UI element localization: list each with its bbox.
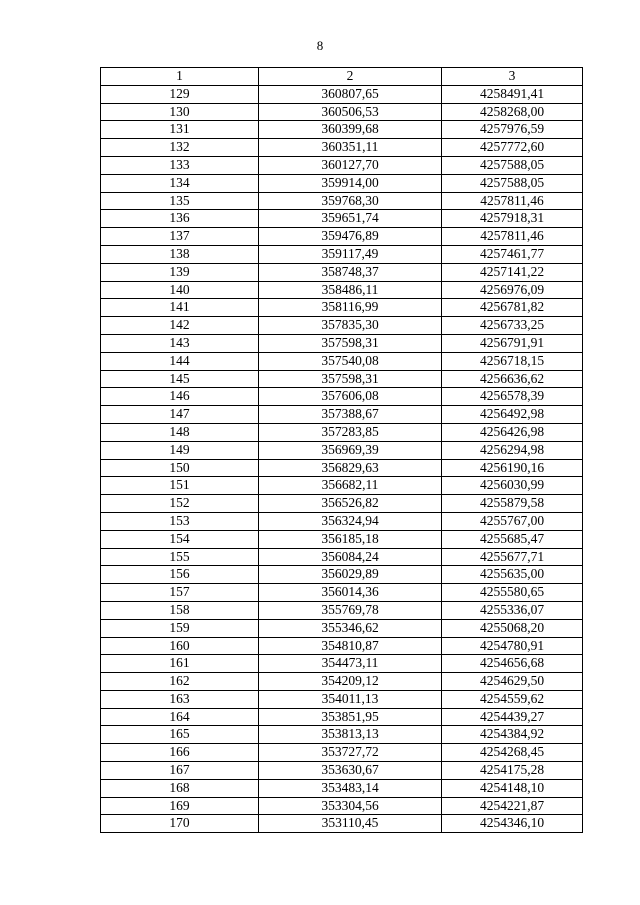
- table-row: [101, 744, 583, 762]
- table-row: [101, 548, 583, 566]
- table-row: [101, 299, 583, 317]
- x-coordinate-cell: 360127,70: [259, 156, 442, 174]
- table-row: [101, 530, 583, 548]
- x-coordinate-cell: 359914,00: [259, 174, 442, 192]
- point-number-cell: 136: [101, 210, 259, 228]
- point-number-cell: 135: [101, 192, 259, 210]
- column-header-2: 2: [259, 68, 442, 86]
- point-number-cell: 155: [101, 548, 259, 566]
- table-row: [101, 192, 583, 210]
- point-number-cell: 157: [101, 584, 259, 602]
- y-coordinate-cell: 4256733,25: [442, 317, 583, 335]
- y-coordinate-cell: 4255580,65: [442, 584, 583, 602]
- point-number-cell: 158: [101, 601, 259, 619]
- point-number-cell: 130: [101, 103, 259, 121]
- x-coordinate-cell: 356682,11: [259, 477, 442, 495]
- x-coordinate-cell: 356324,94: [259, 512, 442, 530]
- point-number-cell: 131: [101, 121, 259, 139]
- x-coordinate-cell: 359117,49: [259, 245, 442, 263]
- point-number-cell: 138: [101, 245, 259, 263]
- point-number-cell: 144: [101, 352, 259, 370]
- table-row: [101, 708, 583, 726]
- point-number-cell: 154: [101, 530, 259, 548]
- table-row: [101, 334, 583, 352]
- y-coordinate-cell: 4255685,47: [442, 530, 583, 548]
- y-coordinate-cell: 4256030,99: [442, 477, 583, 495]
- y-coordinate-cell: 4254148,10: [442, 779, 583, 797]
- table-row: [101, 388, 583, 406]
- x-coordinate-cell: 355346,62: [259, 619, 442, 637]
- y-coordinate-cell: 4256636,62: [442, 370, 583, 388]
- point-number-cell: 167: [101, 762, 259, 780]
- y-coordinate-cell: 4256190,16: [442, 459, 583, 477]
- point-number-cell: 149: [101, 441, 259, 459]
- table-row: [101, 459, 583, 477]
- table-row: [101, 655, 583, 673]
- point-number-cell: 137: [101, 228, 259, 246]
- point-number-cell: 141: [101, 299, 259, 317]
- point-number-cell: 132: [101, 139, 259, 157]
- y-coordinate-cell: 4254384,92: [442, 726, 583, 744]
- point-number-cell: 166: [101, 744, 259, 762]
- x-coordinate-cell: 356029,89: [259, 566, 442, 584]
- table-row: [101, 228, 583, 246]
- point-number-cell: 150: [101, 459, 259, 477]
- coordinates-table: [100, 67, 583, 833]
- table-row: [101, 281, 583, 299]
- table-row: [101, 512, 583, 530]
- x-coordinate-cell: 358748,37: [259, 263, 442, 281]
- y-coordinate-cell: 4257461,77: [442, 245, 583, 263]
- point-number-cell: 140: [101, 281, 259, 299]
- point-number-cell: 156: [101, 566, 259, 584]
- table-row: [101, 85, 583, 103]
- point-number-cell: 151: [101, 477, 259, 495]
- page-number: 8: [316, 38, 324, 53]
- table-row: [101, 156, 583, 174]
- y-coordinate-cell: 4256791,91: [442, 334, 583, 352]
- x-coordinate-cell: 357598,31: [259, 334, 442, 352]
- point-number-cell: 153: [101, 512, 259, 530]
- table-row: [101, 762, 583, 780]
- x-coordinate-cell: 359476,89: [259, 228, 442, 246]
- x-coordinate-cell: 360399,68: [259, 121, 442, 139]
- table-row: [101, 210, 583, 228]
- column-header-3: 3: [442, 68, 583, 86]
- y-coordinate-cell: 4257811,46: [442, 228, 583, 246]
- y-coordinate-cell: 4256578,39: [442, 388, 583, 406]
- point-number-cell: 133: [101, 156, 259, 174]
- point-number-cell: 170: [101, 815, 259, 833]
- table-row: [101, 673, 583, 691]
- table-row: [101, 619, 583, 637]
- y-coordinate-cell: 4255635,00: [442, 566, 583, 584]
- table-row: [101, 317, 583, 335]
- y-coordinate-cell: 4255336,07: [442, 601, 583, 619]
- point-number-cell: 161: [101, 655, 259, 673]
- y-coordinate-cell: 4256492,98: [442, 406, 583, 424]
- y-coordinate-cell: 4254268,45: [442, 744, 583, 762]
- y-coordinate-cell: 4254780,91: [442, 637, 583, 655]
- point-number-cell: 159: [101, 619, 259, 637]
- point-number-cell: 134: [101, 174, 259, 192]
- x-coordinate-cell: 354209,12: [259, 673, 442, 691]
- x-coordinate-cell: 353727,72: [259, 744, 442, 762]
- point-number-cell: 165: [101, 726, 259, 744]
- point-number-cell: 143: [101, 334, 259, 352]
- x-coordinate-cell: 358486,11: [259, 281, 442, 299]
- y-coordinate-cell: 4255879,58: [442, 495, 583, 513]
- point-number-cell: 148: [101, 423, 259, 441]
- x-coordinate-cell: 353483,14: [259, 779, 442, 797]
- table-row: [101, 495, 583, 513]
- point-number-cell: 129: [101, 85, 259, 103]
- table-row: [101, 566, 583, 584]
- y-coordinate-cell: 4258268,00: [442, 103, 583, 121]
- x-coordinate-cell: 354473,11: [259, 655, 442, 673]
- y-coordinate-cell: 4254629,50: [442, 673, 583, 691]
- x-coordinate-cell: 357598,31: [259, 370, 442, 388]
- x-coordinate-cell: 359651,74: [259, 210, 442, 228]
- x-coordinate-cell: 356084,24: [259, 548, 442, 566]
- point-number-cell: 164: [101, 708, 259, 726]
- y-coordinate-cell: 4256426,98: [442, 423, 583, 441]
- point-number-cell: 160: [101, 637, 259, 655]
- x-coordinate-cell: 356829,63: [259, 459, 442, 477]
- y-coordinate-cell: 4257141,22: [442, 263, 583, 281]
- x-coordinate-cell: 353110,45: [259, 815, 442, 833]
- x-coordinate-cell: 360351,11: [259, 139, 442, 157]
- table-row: [101, 352, 583, 370]
- x-coordinate-cell: 356969,39: [259, 441, 442, 459]
- x-coordinate-cell: 358116,99: [259, 299, 442, 317]
- y-coordinate-cell: 4255068,20: [442, 619, 583, 637]
- table-row: [101, 797, 583, 815]
- y-coordinate-cell: 4257588,05: [442, 156, 583, 174]
- y-coordinate-cell: 4257772,60: [442, 139, 583, 157]
- x-coordinate-cell: 354011,13: [259, 690, 442, 708]
- x-coordinate-cell: 356185,18: [259, 530, 442, 548]
- table-row: [101, 370, 583, 388]
- table-row: [101, 441, 583, 459]
- point-number-cell: 162: [101, 673, 259, 691]
- x-coordinate-cell: 359768,30: [259, 192, 442, 210]
- x-coordinate-cell: 360807,65: [259, 85, 442, 103]
- table-row: [101, 263, 583, 281]
- point-number-cell: 152: [101, 495, 259, 513]
- y-coordinate-cell: 4254656,68: [442, 655, 583, 673]
- point-number-cell: 163: [101, 690, 259, 708]
- y-coordinate-cell: 4257588,05: [442, 174, 583, 192]
- table-row: [101, 779, 583, 797]
- y-coordinate-cell: 4256976,09: [442, 281, 583, 299]
- y-coordinate-cell: 4256294,98: [442, 441, 583, 459]
- x-coordinate-cell: 357540,08: [259, 352, 442, 370]
- x-coordinate-cell: 353851,95: [259, 708, 442, 726]
- table-row: [101, 477, 583, 495]
- table-row: [101, 423, 583, 441]
- y-coordinate-cell: 4254221,87: [442, 797, 583, 815]
- y-coordinate-cell: 4254175,28: [442, 762, 583, 780]
- y-coordinate-cell: 4256718,15: [442, 352, 583, 370]
- y-coordinate-cell: 4257976,59: [442, 121, 583, 139]
- table-row: [101, 139, 583, 157]
- x-coordinate-cell: 357835,30: [259, 317, 442, 335]
- point-number-cell: 146: [101, 388, 259, 406]
- table-row: [101, 174, 583, 192]
- column-header-1: 1: [101, 68, 259, 86]
- y-coordinate-cell: 4258491,41: [442, 85, 583, 103]
- table-row: [101, 815, 583, 833]
- x-coordinate-cell: 357388,67: [259, 406, 442, 424]
- x-coordinate-cell: 357283,85: [259, 423, 442, 441]
- x-coordinate-cell: 354810,87: [259, 637, 442, 655]
- table-row: [101, 406, 583, 424]
- x-coordinate-cell: 356526,82: [259, 495, 442, 513]
- x-coordinate-cell: 353813,13: [259, 726, 442, 744]
- x-coordinate-cell: 353304,56: [259, 797, 442, 815]
- table-row: [101, 637, 583, 655]
- point-number-cell: 142: [101, 317, 259, 335]
- table-row: [101, 726, 583, 744]
- x-coordinate-cell: 357606,08: [259, 388, 442, 406]
- y-coordinate-cell: 4254439,27: [442, 708, 583, 726]
- y-coordinate-cell: 4257918,31: [442, 210, 583, 228]
- table-row: [101, 245, 583, 263]
- table-row: [101, 121, 583, 139]
- table-row: [101, 584, 583, 602]
- point-number-cell: 147: [101, 406, 259, 424]
- point-number-cell: 139: [101, 263, 259, 281]
- table-row: [101, 103, 583, 121]
- y-coordinate-cell: 4254346,10: [442, 815, 583, 833]
- y-coordinate-cell: 4256781,82: [442, 299, 583, 317]
- y-coordinate-cell: 4257811,46: [442, 192, 583, 210]
- point-number-cell: 145: [101, 370, 259, 388]
- table-body: [101, 85, 583, 832]
- table-header-row: [101, 68, 583, 86]
- y-coordinate-cell: 4255677,71: [442, 548, 583, 566]
- point-number-cell: 169: [101, 797, 259, 815]
- y-coordinate-cell: 4254559,62: [442, 690, 583, 708]
- x-coordinate-cell: 355769,78: [259, 601, 442, 619]
- table-row: [101, 690, 583, 708]
- table-row: [101, 601, 583, 619]
- x-coordinate-cell: 356014,36: [259, 584, 442, 602]
- x-coordinate-cell: 360506,53: [259, 103, 442, 121]
- point-number-cell: 168: [101, 779, 259, 797]
- y-coordinate-cell: 4255767,00: [442, 512, 583, 530]
- x-coordinate-cell: 353630,67: [259, 762, 442, 780]
